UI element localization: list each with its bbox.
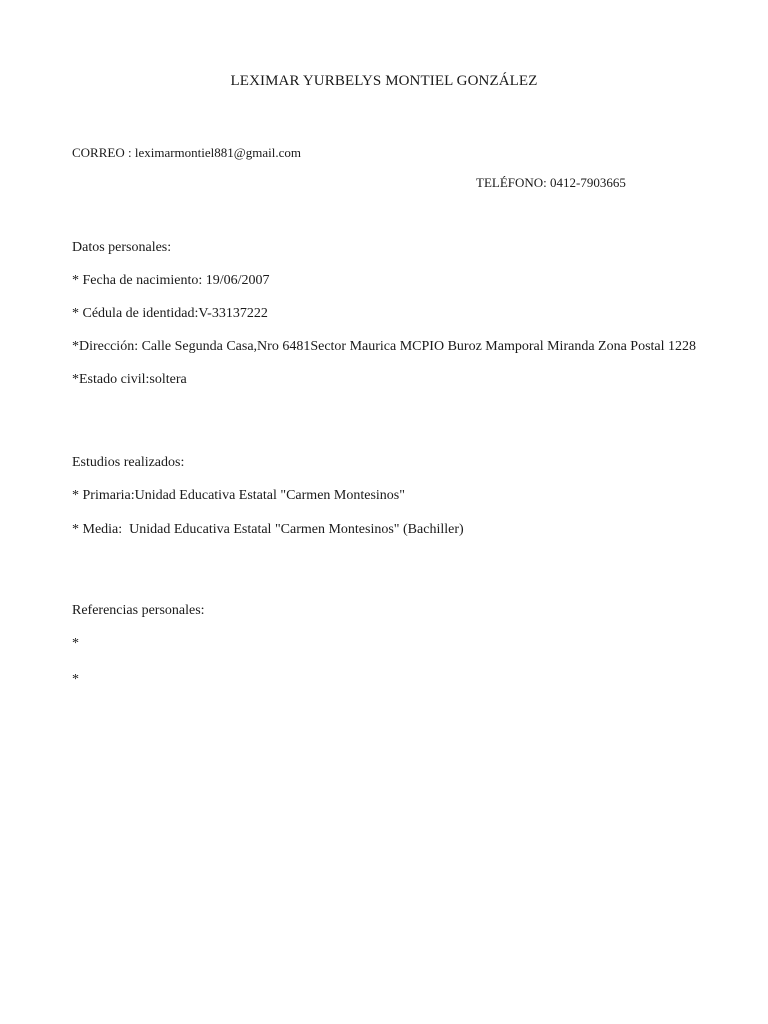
civil-status-line: *Estado civil:soltera bbox=[72, 372, 187, 387]
phone-line: TELÉFONO: 0412-7903665 bbox=[476, 175, 626, 190]
personal-data-heading: Datos personales: bbox=[72, 240, 172, 255]
address-line: *Dirección: Calle Segunda Casa,Nro 6481Sector Maurica MCPIO Buroz Mamporal Miranda Zona Postal 1228 bbox=[72, 339, 697, 354]
id-number-line: * Cédula de identidad:V-33137222 bbox=[72, 306, 268, 321]
primary-education-line: * Primaria:Unidad Educativa Estatal "Carmen Montesinos" bbox=[72, 488, 405, 503]
education-heading: Estudios realizados: bbox=[72, 455, 185, 470]
references-heading: Referencias personales: bbox=[72, 603, 205, 618]
email-line: CORREO : leximarmontiel881@gmail.com bbox=[72, 145, 301, 160]
reference-item: * bbox=[72, 636, 79, 651]
birth-date-line: * Fecha de nacimiento: 19/06/2007 bbox=[72, 273, 270, 288]
document-title: LEXIMAR YURBELYS MONTIEL GONZÁLEZ bbox=[230, 73, 538, 89]
secondary-education-line: * Media: Unidad Educativa Estatal "Carmen Montesinos" (Bachiller) bbox=[72, 522, 464, 537]
reference-item: * bbox=[72, 672, 79, 687]
